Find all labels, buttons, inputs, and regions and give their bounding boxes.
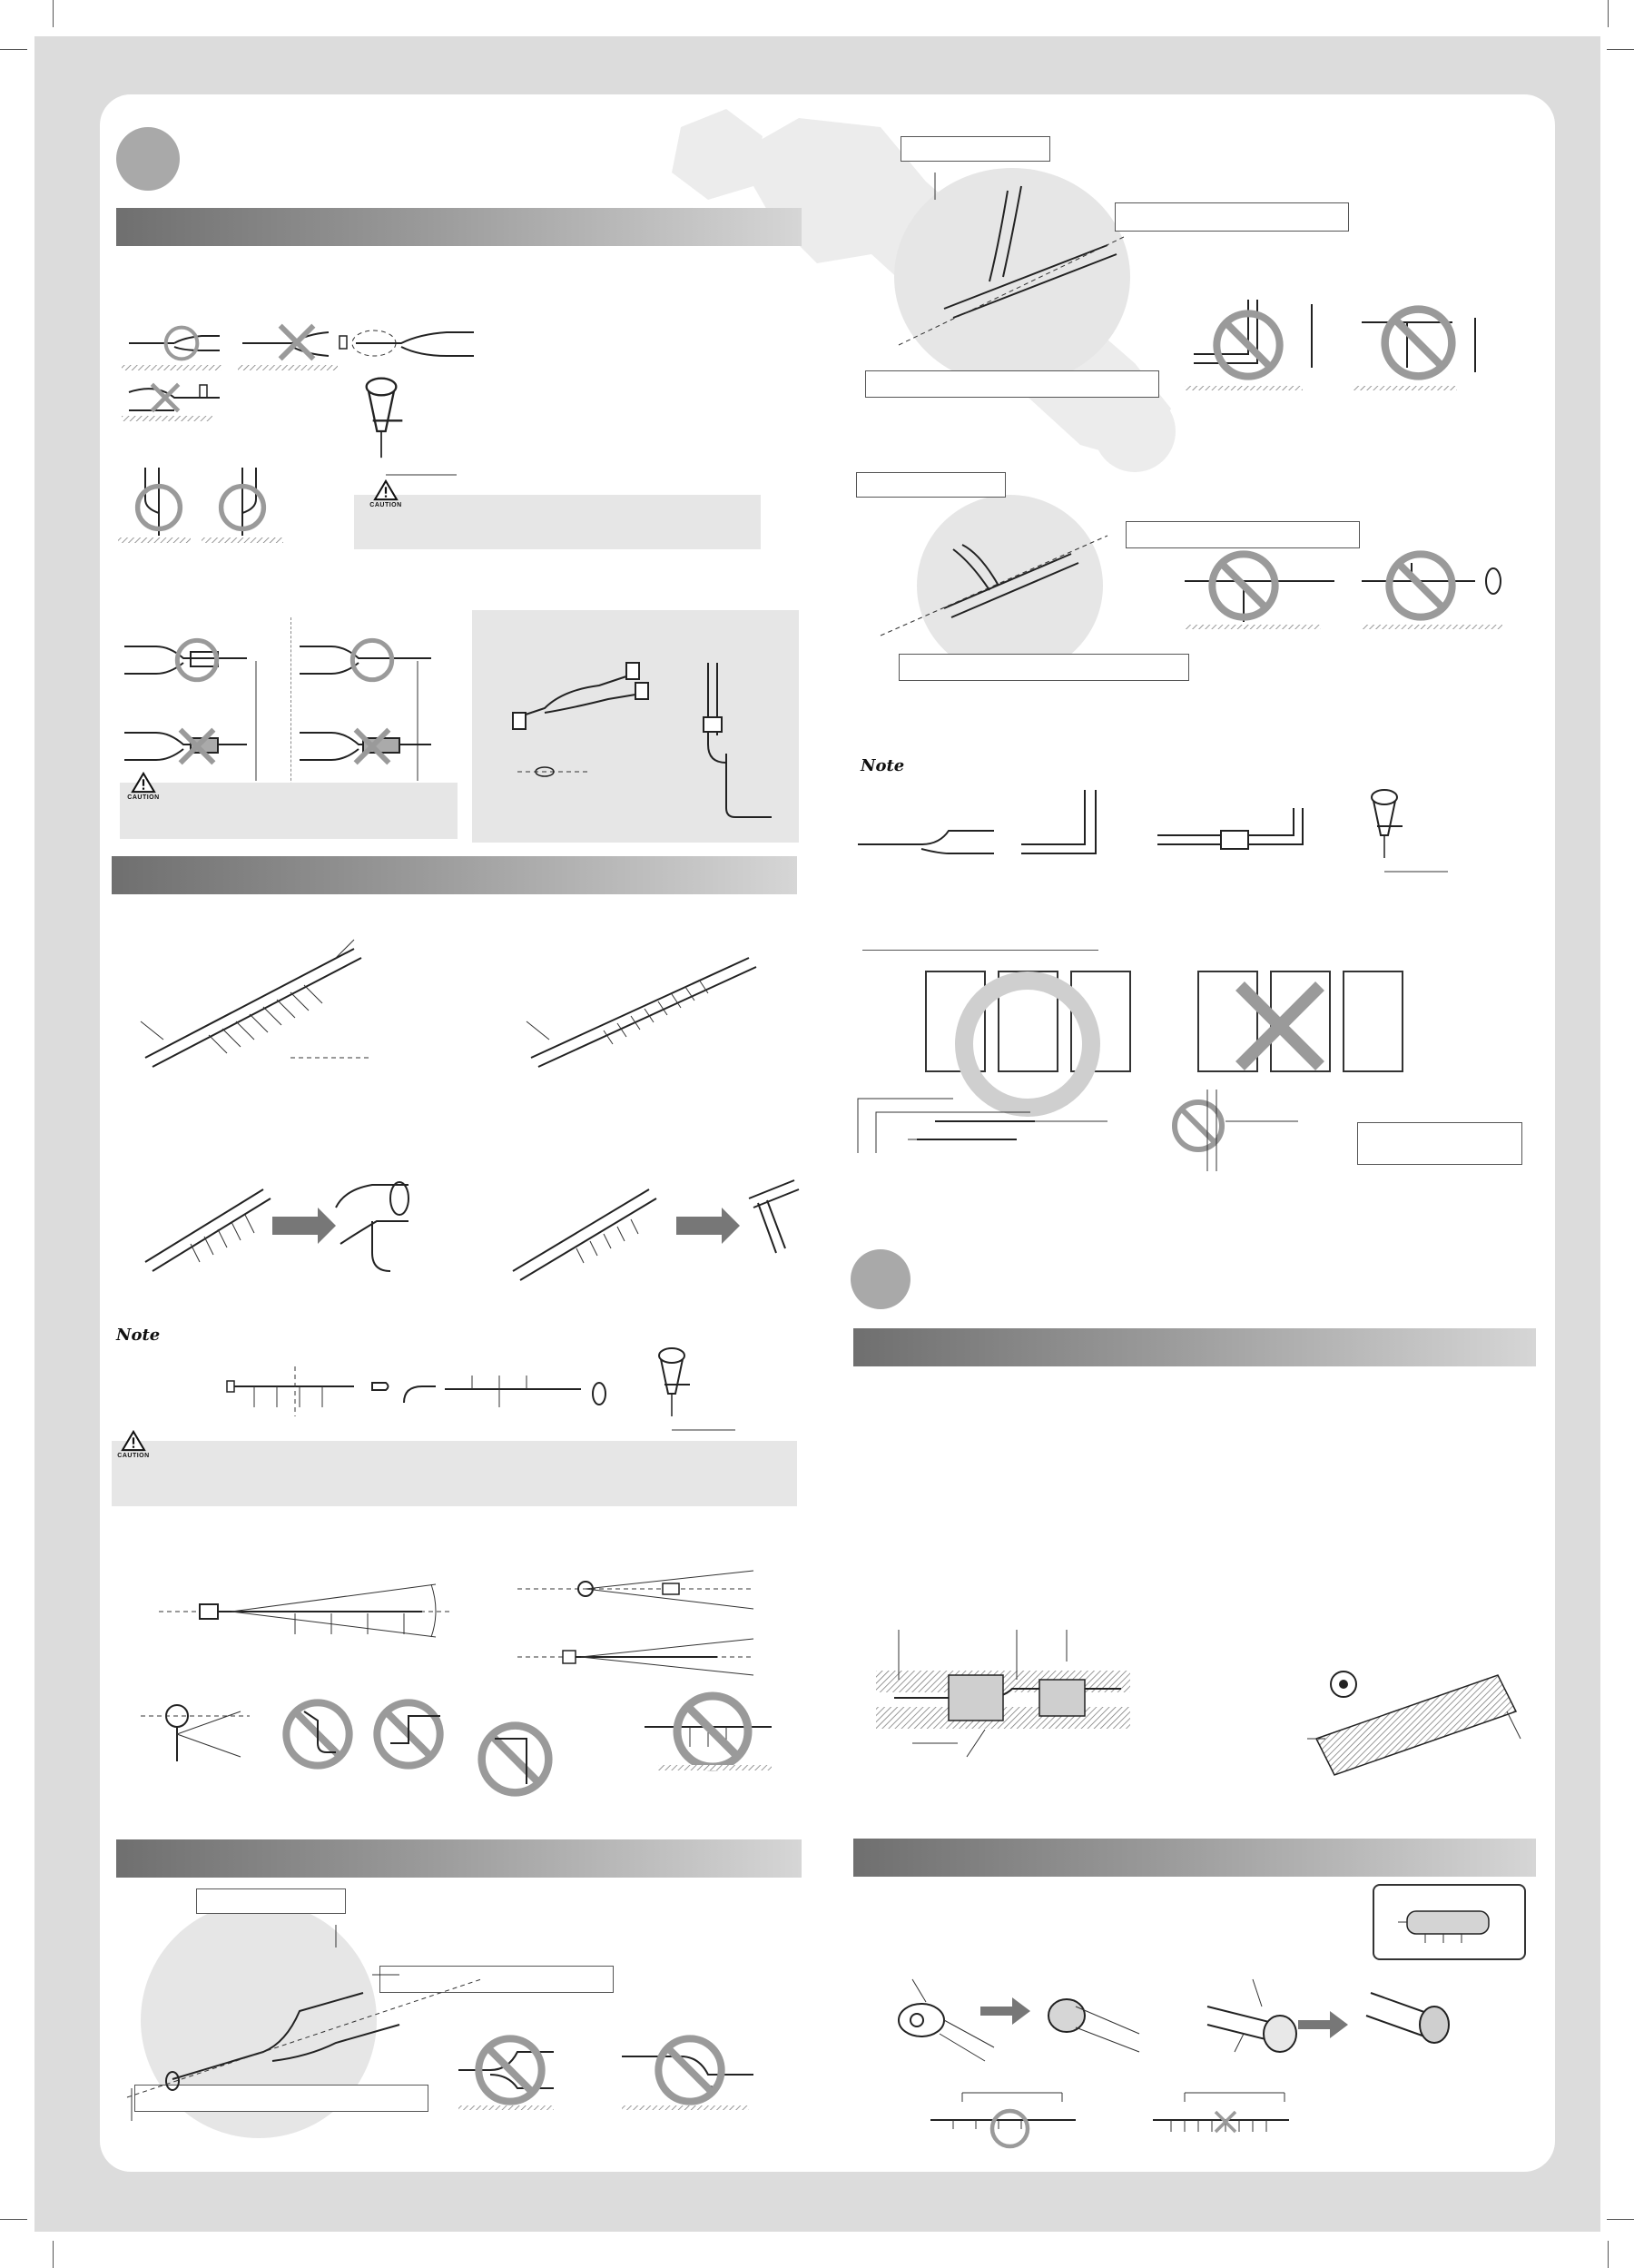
section-header-bar <box>116 1839 802 1878</box>
level-gauge-icon <box>349 368 458 477</box>
tape-cap-step-2-illustration <box>1039 1984 1148 2056</box>
callout-box <box>865 370 1159 398</box>
crop-mark <box>1608 2241 1609 2268</box>
crop-mark <box>1607 49 1634 50</box>
section-header-bar <box>853 1839 1536 1877</box>
column-divider <box>290 617 291 794</box>
crop-mark <box>0 2219 27 2220</box>
level-gauge-icon <box>645 1339 753 1439</box>
caution-badge: CAUTION <box>106 1430 161 1459</box>
header-end-view-ng-2-illustration <box>477 1721 558 1802</box>
y-joint-horizontal-ng-illustration <box>454 2029 558 2111</box>
tee-joint-2-illustration <box>871 490 1126 654</box>
level-gauge-icon <box>1357 781 1466 881</box>
callout-box <box>1357 1122 1522 1165</box>
tee-joint-illustration <box>899 154 1135 372</box>
tee-joint-ng-2-illustration <box>1353 295 1493 395</box>
y-joint-horizontal-ng-illustration <box>238 318 356 381</box>
header-cut-gas-illustration <box>504 1153 803 1298</box>
note-label: Note <box>116 1326 161 1345</box>
y-joint-detail-illustration <box>347 316 483 370</box>
header-end-view-ok-illustration <box>141 1698 259 1780</box>
y-joint-vertical-ok-illustration <box>118 463 200 545</box>
header-tilt-angle-illustration <box>159 1566 458 1666</box>
header-top-view-illustration <box>517 1562 763 1634</box>
header-hanger-ok-illustration <box>926 2088 1080 2161</box>
y-joint-horizontal-ng-2-illustration <box>120 380 229 434</box>
crop-mark <box>1607 2219 1634 2220</box>
section-header-bar <box>853 1328 1536 1366</box>
callout-box <box>899 654 1189 681</box>
header-joint-liquid-illustration <box>136 922 436 1085</box>
header-side-view-illustration <box>517 1634 763 1698</box>
y-joint-vertical-ok-2-illustration <box>202 463 283 545</box>
outdoor-units-ok-illustration <box>853 962 1153 1171</box>
insulation-tape-wrap-illustration <box>1298 1657 1525 1775</box>
tee-joint-ng-4-illustration <box>1357 545 1511 636</box>
tee-joint-ng-3-illustration <box>1180 545 1339 636</box>
y-joint-horizontal-ok-illustration <box>120 318 229 381</box>
callout-box <box>1115 202 1349 232</box>
header-insulation-inset-illustration <box>1389 1902 1516 1948</box>
header-cut-liquid-illustration <box>136 1153 436 1298</box>
header-joint-gas-illustration <box>522 922 794 1085</box>
joint-insertion-ok-illustration <box>120 636 274 699</box>
crop-mark <box>53 2241 54 2268</box>
joint-insertion-ng-2-illustration <box>295 722 449 785</box>
y-joint-vertical-ng-illustration <box>617 2029 763 2111</box>
section-number-marker <box>851 1249 911 1309</box>
pipe-insulation-section-illustration <box>876 1625 1139 1761</box>
crop-mark <box>1608 0 1609 27</box>
note-label: Note <box>861 756 905 775</box>
outdoor-unit-ok-underline <box>862 950 1098 951</box>
section-header-bar <box>112 856 797 894</box>
tee-joint-ng-illustration <box>1185 295 1321 395</box>
y-joint-with-reducers-illustration <box>490 626 799 835</box>
process-arrow-icon <box>1298 2011 1353 2038</box>
process-arrow-icon <box>980 1997 1035 2025</box>
joint-insertion-ok-2-illustration <box>295 636 449 699</box>
header-vertical-ng-illustration <box>635 1691 781 1777</box>
section-header-bar <box>116 208 802 246</box>
crop-mark <box>0 49 27 50</box>
caution-box <box>112 1441 797 1506</box>
caution-badge: CAUTION <box>116 772 171 801</box>
header-hanger-ng-illustration <box>1148 2088 1303 2161</box>
tape-cap-step-4-illustration <box>1362 1975 1471 2056</box>
caution-badge: CAUTION <box>359 479 413 508</box>
caution-box <box>354 495 761 549</box>
crop-mark <box>53 0 54 27</box>
section-number-marker <box>116 127 180 191</box>
